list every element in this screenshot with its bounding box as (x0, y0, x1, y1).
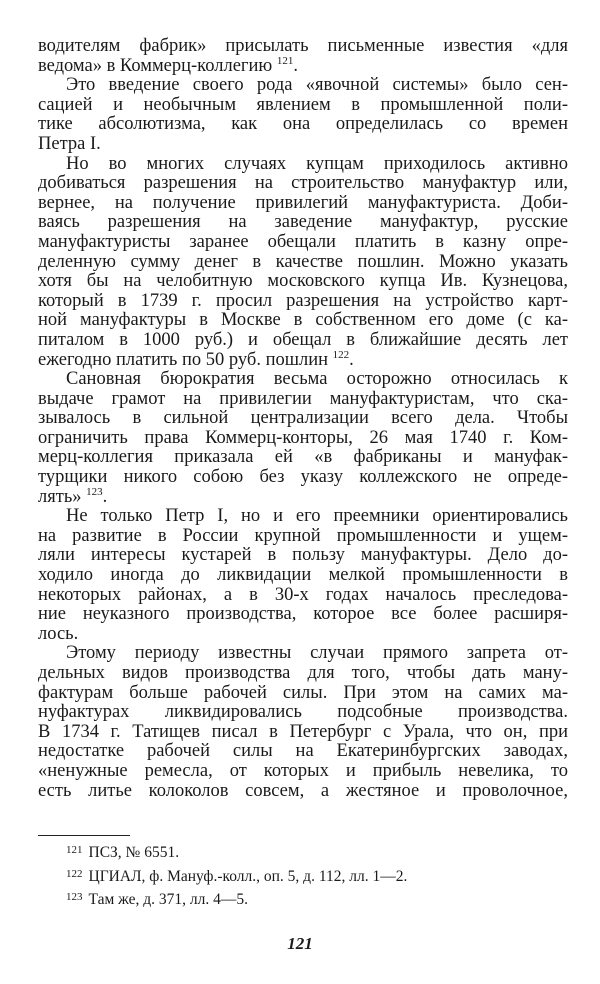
paragraph (38, 37, 568, 76)
line-text: «ненужные ремесла, от которых и прибыль невелика, то (38, 760, 568, 781)
paragraph (38, 76, 568, 154)
text-line (38, 331, 568, 351)
footnote-divider (38, 835, 130, 836)
line-text: . (102, 486, 108, 507)
text-line (38, 96, 568, 116)
footnote-number: 122 (66, 867, 83, 880)
line-text: лять» (38, 486, 87, 507)
footnote-text: Там же, д. 371, лл. 4—5. (88, 891, 249, 908)
line-text: Этому периоду известны случаи прямого запрета от- (66, 643, 568, 664)
line-text: Петра I. (38, 133, 101, 154)
text-line (38, 115, 568, 135)
line-text: ляли интересы кустарей в пользу мануфактуры. Дело до- (38, 545, 568, 566)
text-line (38, 723, 568, 743)
footnote-text: ПСЗ, № 6551. (88, 844, 180, 861)
text-line (38, 174, 568, 194)
line-text: ваясь разрешения на заведение мануфактур, русские (38, 212, 568, 233)
line-text: фактурам больше рабочей силы. При этом на самих ма- (38, 682, 568, 703)
paragraph (38, 370, 568, 507)
text-line (38, 448, 568, 468)
footnote (66, 840, 407, 864)
text-line (38, 194, 568, 214)
text-line (38, 625, 568, 645)
text-line (38, 429, 568, 449)
body-text (38, 37, 568, 801)
text-line (38, 233, 568, 253)
line-text: некоторых районах, а в 30-х годах началось преследова- (38, 584, 568, 605)
line-text: ной мануфактуры в Москве в собственном его доме (с ка- (38, 310, 568, 331)
text-line (38, 546, 568, 566)
line-text: Сановная бюрократия весьма осторожно относилась к (66, 369, 568, 390)
line-text: . (349, 349, 354, 370)
text-line (38, 76, 568, 96)
line-text: недостатке рабочей силы на Екатеринбургских заводах, (38, 741, 568, 762)
text-line (38, 507, 568, 527)
line-text: В 1734 г. Татищев писал в Петербург с Урала, что он, при (38, 721, 568, 742)
text-line (38, 527, 568, 547)
text-line (38, 782, 568, 802)
paragraph (38, 507, 568, 644)
line-text: мерц-коллегия приказала ей «в фабриканы и мануфак- (38, 447, 568, 468)
line-text: мануфактуристы заранее обещали платить в казну опре- (38, 231, 568, 252)
text-line (38, 311, 568, 331)
line-text: Но во многих случаях купцам приходилось активно (66, 153, 568, 174)
line-text: вернее, на получение привилегий мануфактуриста. Доби- (38, 192, 568, 213)
line-text: питалом в 1000 руб.) и обещал в ближайшие десять лет (38, 329, 568, 350)
text-line (38, 664, 568, 684)
line-text: ние неуказного производства, которое все более расширя- (38, 604, 568, 625)
footnote-text: ЦГИАЛ, ф. Мануф.-колл., оп. 5, д. 112, лл. 1—2. (88, 867, 408, 885)
text-line (38, 135, 568, 155)
paragraph (38, 155, 568, 371)
text-line (38, 703, 568, 723)
text-line (38, 253, 568, 273)
line-text: выдаче грамот на привилегии мануфактуристам, что ска- (38, 388, 568, 409)
line-text: турщики никого собою без указу коллежского не опреде- (38, 467, 568, 488)
line-text: нуфактурах ликвидировались подсобные производства. (38, 702, 568, 723)
text-line (38, 566, 568, 586)
line-text: ограничить права Коммерц-конторы, 26 мая 1740 г. Ком- (38, 427, 568, 448)
text-line (38, 292, 568, 312)
text-line (38, 762, 568, 782)
footnote-reference: 122 (332, 348, 350, 361)
text-line (38, 272, 568, 292)
text-line (38, 370, 568, 390)
footnote-number: 123 (66, 891, 83, 903)
text-line (38, 586, 568, 606)
text-line (38, 684, 568, 704)
line-text: который в 1739 г. просил разрешения на устройство карт- (38, 290, 568, 311)
text-line (38, 409, 568, 429)
line-text: ходило иногда до ликвидации мелкой промышленности в (38, 565, 568, 586)
line-text: добиваться разрешения на строительство мануфактур или, (38, 173, 568, 194)
line-text: . (293, 55, 298, 76)
line-text: Не только Петр I, но и его преемники ориентировались (66, 506, 568, 527)
line-text: тике абсолютизма, как она определилась со времен (38, 114, 568, 135)
text-line (38, 37, 568, 57)
line-text: деленную сумму денег в качестве пошлин. Можно указать (38, 251, 568, 272)
line-text: на развитие в России крупной промышленности и ущем- (38, 525, 568, 546)
text-line (38, 644, 568, 664)
footnote (66, 864, 407, 888)
footnote-reference: 121 (276, 54, 294, 67)
footnote (66, 887, 407, 911)
line-text: сацией и необычным явлением в промышленной поли- (38, 94, 568, 115)
footnotes (66, 840, 407, 911)
text-line (38, 468, 568, 488)
paragraph (38, 644, 568, 801)
text-line (38, 213, 568, 233)
line-text: дельных видов производства для того, чтобы дать ману- (38, 663, 568, 683)
footnote-number: 121 (66, 844, 83, 856)
line-text: лось. (38, 623, 79, 644)
text-line (38, 742, 568, 762)
text-line (38, 390, 568, 410)
line-text: хотя бы на челобитную московского купца Ив. Кузнецова, (38, 271, 568, 292)
line-text: зывалось в сильной централизации всего дела. Чтобы (38, 408, 568, 429)
line-text: есть литье колоколов совсем, а жестяное и проволочное, (38, 780, 568, 801)
text-line (38, 155, 568, 175)
text-line (38, 348, 568, 371)
footnote-reference: 123 (86, 485, 103, 498)
line-text: ведома» в Коммерц-коллегию (38, 55, 277, 76)
line-text: водителям фабрик» присылать письменные известия «для (38, 36, 568, 56)
line-text: Это введение своего рода «явочной системы» было сен- (66, 75, 568, 96)
text-line (38, 54, 568, 77)
text-line (38, 485, 568, 508)
page-number: 121 (287, 934, 313, 953)
line-text: ежегодно платить по 50 руб. пошлин (38, 349, 333, 370)
text-line (38, 605, 568, 625)
